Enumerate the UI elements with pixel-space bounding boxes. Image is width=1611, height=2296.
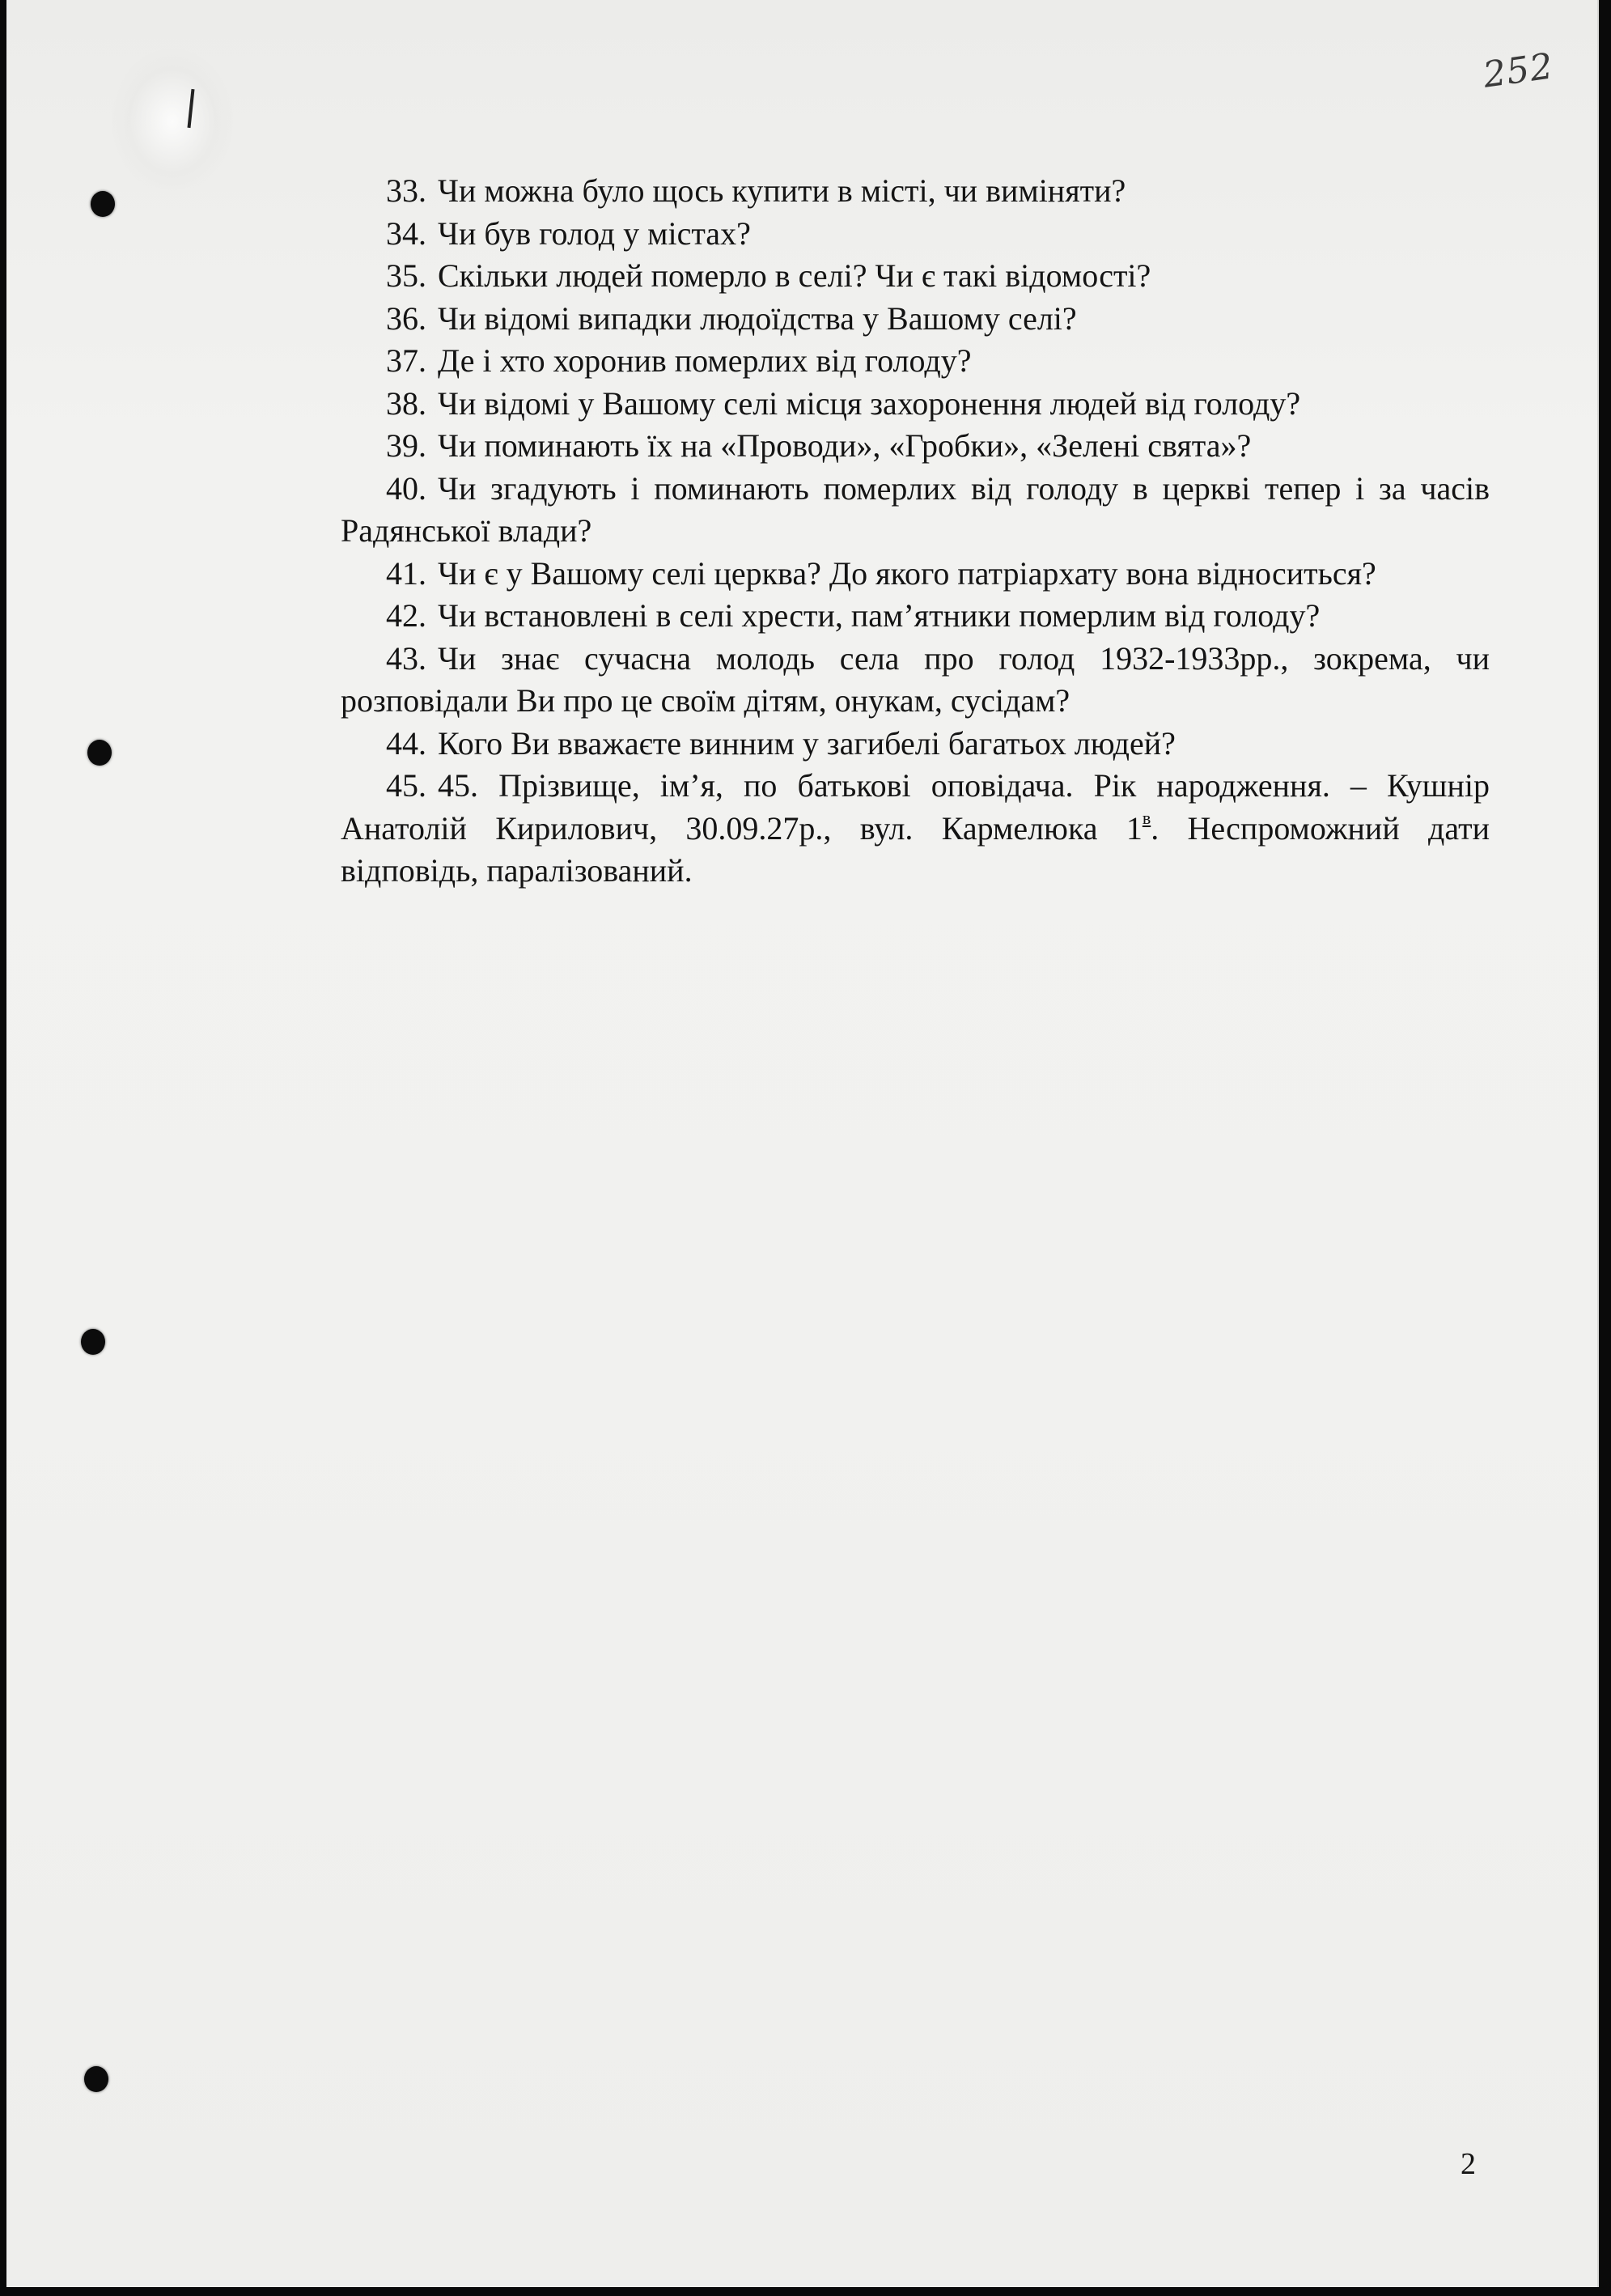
handwritten-folio-number: 252 [1480, 45, 1557, 96]
punch-hole-icon [81, 1329, 105, 1355]
questionnaire-text [341, 170, 1490, 893]
question-item: 38. Чи відомі у Вашому селі місця захоронення людей від голоду? [386, 384, 1301, 422]
paper-crease [112, 49, 233, 194]
question-item: 35. Скільки людей померло в селі? Чи є такі відомості? [386, 257, 1151, 294]
question-item: 34. Чи був голод у містах? [386, 214, 751, 252]
document-page [6, 0, 1599, 2287]
narrator-info-item: 45. 45. Прізвище, ім’я, по батькові оповідача. Рік народження. – Кушнір Анатолій Кирилович, 30.09.27р., вул. Кармелюка $1^в$. Неспроможний дати відповідь, паралізований. [341, 767, 1490, 889]
page-number: 2 [1460, 2147, 1476, 2181]
punch-hole-icon [91, 191, 115, 217]
question-item: 42. Чи встановлені в селі хрести, пам’ятники померлим від голоду? [386, 597, 1321, 634]
question-item: 37. Де і хто хоронив померлих від голоду? [386, 342, 972, 379]
question-item: 33. Чи можна було щось купити в місті, чи виміняти? [386, 172, 1126, 209]
question-item: 39. Чи поминають їх на «Проводи», «Гробки», «Зелені свята»? [386, 427, 1252, 464]
address-superscript: в [1142, 808, 1151, 829]
question-item: 36. Чи відомі випадки людоїдства у Вашому селі? [386, 299, 1077, 337]
question-item: 44. Кого Ви вважаєте винним у загибелі багатьох людей? [386, 724, 1176, 762]
question-item: 43. Чи знає сучасна молодь села про голод 1932-1933рр., зокрема, чи розповідали Ви про це своїм дітям, онукам, сусідам? [341, 639, 1490, 719]
punch-hole-icon [84, 2066, 108, 2092]
question-item: 41. Чи є у Вашому селі церква? До якого патріархату вона відноситься? [386, 554, 1376, 592]
question-item: 40. Чи згадують і поминають померлих від голоду в церкві тепер і за часів Радянської влади? [341, 469, 1490, 549]
punch-hole-icon [87, 740, 112, 766]
